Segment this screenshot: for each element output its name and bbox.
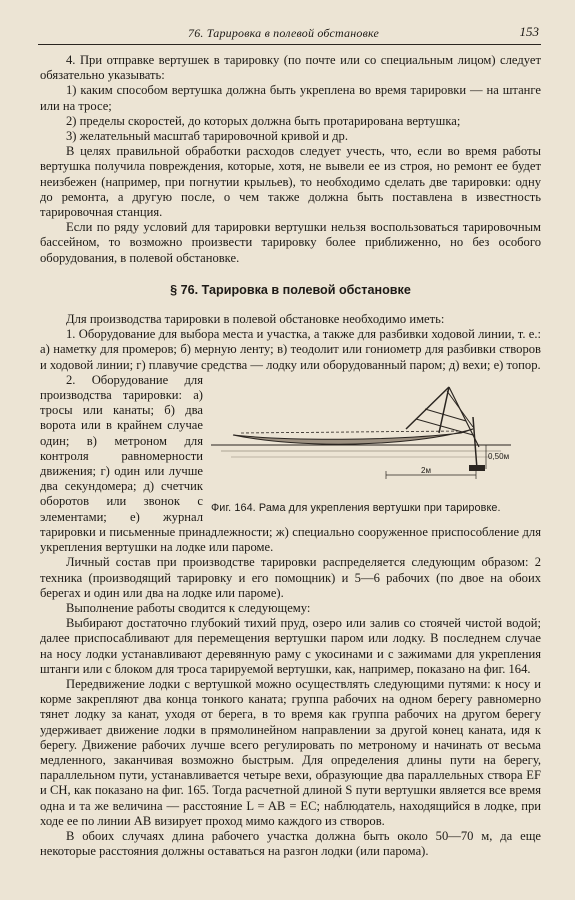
- section-paragraph-8: В обоих случаях длина рабочего участка должна быть около 50—70 м, да еще некоторые расстояния должны оставаться на разгон лодки (или парома).: [40, 828, 541, 859]
- dimension-label-050m: 0,50м: [488, 451, 510, 461]
- section-heading: § 76. Тарировка в полевой обстановке: [170, 282, 411, 297]
- page-body: [40, 53, 541, 859]
- intro-item-1: 1) каким способом вертушка должна быть укреплена во время тарировки — на штанге или на тросе;: [40, 83, 541, 113]
- section-paragraph-1: Для производства тарировки в полевой обстановке необходимо иметь:: [66, 312, 445, 327]
- section-paragraph-4: Личный состав при производстве тарировки распределяется следующим образом: 2 техника (производящий тарировку и его помощник) и 5—6 рабочих (по двое на обоих берегах и один или два на лодке или пароме).: [40, 555, 541, 600]
- intro-paragraph-2: В целях правильной обработки расходов следует учесть, что, если во время работы вертушка получила повреждения, которые, хотя, не вывели ее из строя, но ремонт ее будет неизбежен (например, при погнутии крыльев), то необходимо сделать две тарировки: одну до ремонта, а другую после, о чем также должна быть поставлена в известность тарировочная станция.: [40, 144, 541, 220]
- intro-paragraph-3: Если по ряду условий для тарировки вертушки нельзя воспользоваться тарировочным бассейном, то возможно произвести тарировку более приближенно, но без особого оборудования, в полевой обстановке.: [40, 220, 541, 265]
- dimension-label-2m: 2м: [421, 465, 431, 475]
- intro-paragraph-1: 4. При отправке вертушек в тарировку (по почте или со специальным лицом) следует обязательно указывать:: [40, 53, 541, 83]
- boat-frame-illustration: [211, 377, 541, 495]
- intro-item-2: 2) пределы скоростей, до которых должна быть протарирована вертушка;: [66, 113, 461, 128]
- figure-164: [211, 377, 541, 515]
- section-paragraph-6: Выбирают достаточно глубокий тихий пруд, озеро или залив со стоячей чистой водой; далее приспосабливают для перемещения вертушки паром или лодку. В последнем случае на носу лодки устанавливают деревянную раму с укосинами и с зажимами для укрепления штанги или с блоком для троса тарируемой вертушки, как, например, показано на фиг. 164.: [40, 616, 541, 676]
- section-paragraph-5: Выполнение работы сводится к следующему:: [66, 600, 311, 615]
- header-title: 76. Тарировка в полевой обстановке: [188, 26, 380, 40]
- section-paragraph-7: Передвижение лодки с вертушкой можно осуществлять следующими путями: к носу и корме закрепляют два конца тонкого каната; группа рабочих на одном берегу равномерно тянет лодку за канат, уходя от берега, в то время как группа рабочих на другом берегу удерживает движение лодки в прямолинейном направлении за другой конец каната, идя к берегу. Движение рабочих лучше всего регулировать по метроному и начинать от весьма медленного, заканчивая возможно быстрым. Для определения длины пути на берегу, параллельном пути, устанавливается четыре вехи, образующие два параллельных створа EF и CH, как показано на фиг. 165. Тогда расчетной длиной S пути вертушки является все время одна и та же величина — расстояние L = AB = EC; наблюдатель, находящийся в лодке, при ходе ее по линии AB визирует проход мимо каждого из створов.: [40, 676, 541, 828]
- running-header: [38, 24, 541, 45]
- page-number: 153: [519, 24, 539, 39]
- figure-caption: Фиг. 164. Рама для укрепления вертушки при тарировке.: [211, 501, 501, 514]
- section-paragraph-3: 2. Оборудование для производства тарировки: а) тросы или канаты; б) два ворота или в крайнем случае один; в) метроном для контроля равномерности движения; г) один или лучше два секундомера; д) счетчик оборотов или звонок с элементами; е) журнал тарировки и письменные принадлежности; ж) специально сооруженное приспособление для укрепления вертушки на лодке или пароме.: [40, 372, 541, 555]
- section-paragraph-2: 1. Оборудование для выбора места и участка, а также для разбивки ходовой линии, т. е.: а) наметку для промеров; б) мерную ленту; в) теодолит или гониометр для разбивки створов и ходовой линии; г) плавучие средства — лодку или оборудованный паром; д) вехи; е) топор.: [40, 327, 541, 372]
- intro-item-3: 3) желательный масштаб тарировочной кривой и др.: [66, 129, 348, 144]
